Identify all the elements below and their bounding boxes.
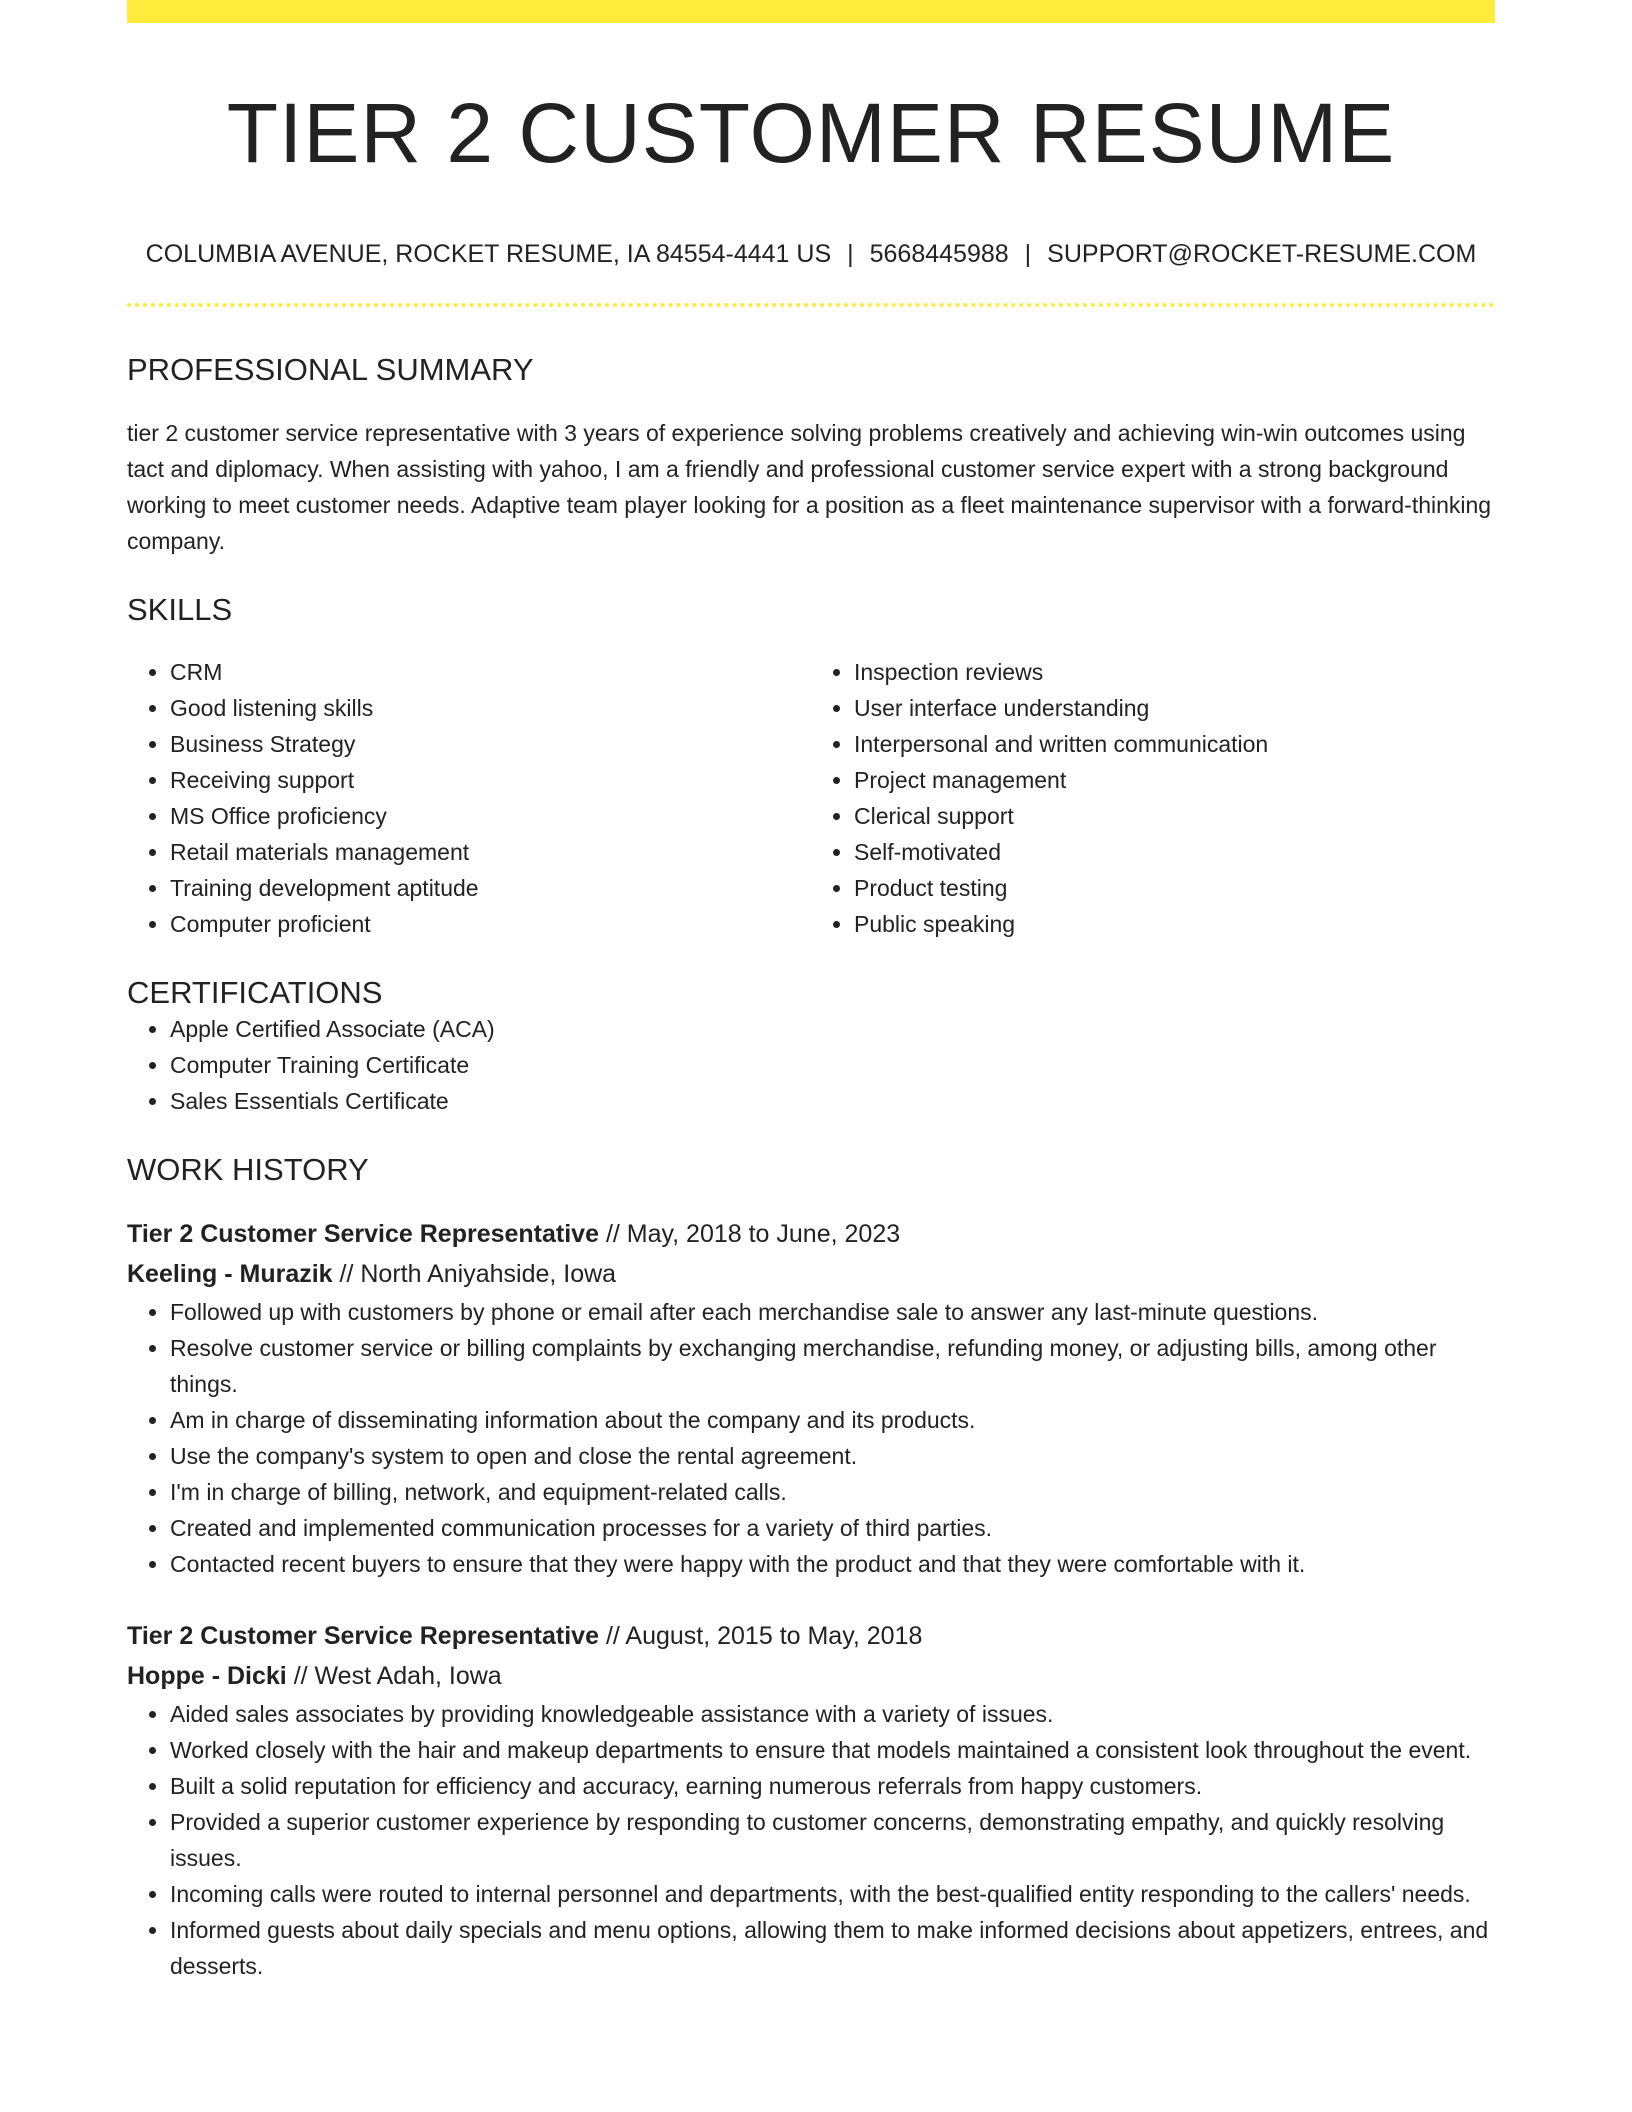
job-duty: • Built a solid reputation for efficiency and accuracy, earning numerous referrals from happy customers. bbox=[170, 1768, 1495, 1804]
certifications-heading: CERTIFICATIONS bbox=[127, 974, 383, 1010]
address: COLUMBIA AVENUE, ROCKET RESUME, IA 84554-4441 US bbox=[145, 240, 832, 269]
resume-title: TIER 2 CUSTOMER RESUME bbox=[226, 86, 1396, 180]
job-duty: • Incoming calls were routed to internal personnel and departments, with the best-qualified entity responding to the callers' needs. bbox=[170, 1876, 1495, 1912]
skill-item: • Project management bbox=[854, 762, 1495, 798]
job-duty: • Aided sales associates by providing knowledgeable assistance with a variety of issues. bbox=[170, 1696, 1495, 1732]
job-location: // North Aniyahside, Iowa bbox=[332, 1260, 617, 1289]
certification-item: • Sales Essentials Certificate bbox=[170, 1083, 1495, 1119]
skill-item: • Self-motivated bbox=[854, 834, 1495, 870]
job-company: Hoppe - Dicki bbox=[127, 1662, 287, 1691]
email: SUPPORT@ROCKET-RESUME.COM bbox=[1047, 240, 1477, 269]
job-company: Keeling - Murazik bbox=[127, 1260, 333, 1289]
skills-list-right bbox=[811, 654, 1495, 942]
summary-text: tier 2 customer service representative with 3 years of experience solving problems creatively and achieving win-win outcomes using tact and diplomacy. When assisting with yahoo, I am a friendly and professional customer service expert with a strong background working to meet customer needs. Adaptive team player looking for a position as a fleet maintenance supervisor with a forward-thinking company. bbox=[127, 419, 1492, 554]
skill-item: • Product testing bbox=[854, 870, 1495, 906]
phone: 5668445988 bbox=[869, 240, 1009, 269]
skill-item: • MS Office proficiency bbox=[170, 798, 811, 834]
job-role: Tier 2 Customer Service Representative bbox=[127, 1220, 599, 1249]
job-role: Tier 2 Customer Service Representative bbox=[127, 1622, 599, 1651]
skill-item: • Training development aptitude bbox=[170, 870, 811, 906]
job-duty: • Contacted recent buyers to ensure that they were happy with the product and that they were comfortable with it. bbox=[170, 1546, 1495, 1582]
job-duty: • Worked closely with the hair and makeup departments to ensure that models maintained a consistent look throughout the event. bbox=[170, 1732, 1495, 1768]
skill-item: • User interface understanding bbox=[854, 690, 1495, 726]
skill-item: • Receiving support bbox=[170, 762, 811, 798]
job-entry bbox=[127, 1616, 1495, 1984]
contact-line bbox=[127, 239, 1495, 269]
skill-item: • CRM bbox=[170, 654, 811, 690]
job-duty: • Use the company's system to open and close the rental agreement. bbox=[170, 1438, 1495, 1474]
job-title-line bbox=[127, 1616, 1495, 1656]
job-entry bbox=[127, 1214, 1495, 1582]
skills-list-left bbox=[127, 654, 811, 942]
work-history-heading: WORK HISTORY bbox=[127, 1151, 369, 1187]
job-duty: • Created and implemented communication processes for a variety of third parties. bbox=[170, 1510, 1495, 1546]
job-duty: • Resolve customer service or billing complaints by exchanging merchandise, refunding money, or adjusting bills, among other things. bbox=[170, 1330, 1495, 1402]
contact-separator: | bbox=[847, 240, 854, 269]
skill-item: • Interpersonal and written communication bbox=[854, 726, 1495, 762]
resume-page bbox=[127, 0, 1495, 1984]
skill-item: • Good listening skills bbox=[170, 690, 811, 726]
job-company-line bbox=[127, 1656, 1495, 1696]
job-duties bbox=[127, 1696, 1495, 1984]
certification-item: • Apple Certified Associate (ACA) bbox=[170, 1011, 1495, 1047]
skill-item: • Inspection reviews bbox=[854, 654, 1495, 690]
job-duty: • Am in charge of disseminating information about the company and its products. bbox=[170, 1402, 1495, 1438]
job-duty: • Informed guests about daily specials and menu options, allowing them to make informed decisions about appetizers, entrees, and desserts. bbox=[170, 1912, 1495, 1984]
skills-heading: SKILLS bbox=[127, 591, 233, 627]
certifications-list bbox=[127, 1011, 1495, 1119]
skills-grid bbox=[127, 654, 1495, 942]
job-title-line bbox=[127, 1214, 1495, 1254]
summary-heading: PROFESSIONAL SUMMARY bbox=[127, 352, 534, 388]
job-company-line bbox=[127, 1254, 1495, 1294]
job-dates: // May, 2018 to June, 2023 bbox=[599, 1220, 901, 1249]
certification-item: • Computer Training Certificate bbox=[170, 1047, 1495, 1083]
job-dates: // August, 2015 to May, 2018 bbox=[599, 1622, 923, 1651]
skill-item: • Business Strategy bbox=[170, 726, 811, 762]
job-duty: • Followed up with customers by phone or email after each merchandise sale to answer any last-minute questions. bbox=[170, 1294, 1495, 1330]
contact-separator: | bbox=[1024, 240, 1032, 269]
skill-item: • Clerical support bbox=[854, 798, 1495, 834]
job-location: // West Adah, Iowa bbox=[286, 1662, 502, 1691]
accent-bar bbox=[127, 0, 1495, 23]
dotted-divider bbox=[127, 303, 1495, 307]
skill-item: • Computer proficient bbox=[170, 906, 811, 942]
skill-item: • Retail materials management bbox=[170, 834, 811, 870]
job-duty: • Provided a superior customer experience by responding to customer concerns, demonstrating empathy, and quickly resolving issues. bbox=[170, 1804, 1495, 1876]
job-duties bbox=[127, 1294, 1495, 1582]
job-duty: • I'm in charge of billing, network, and equipment-related calls. bbox=[170, 1474, 1495, 1510]
skill-item: • Public speaking bbox=[854, 906, 1495, 942]
